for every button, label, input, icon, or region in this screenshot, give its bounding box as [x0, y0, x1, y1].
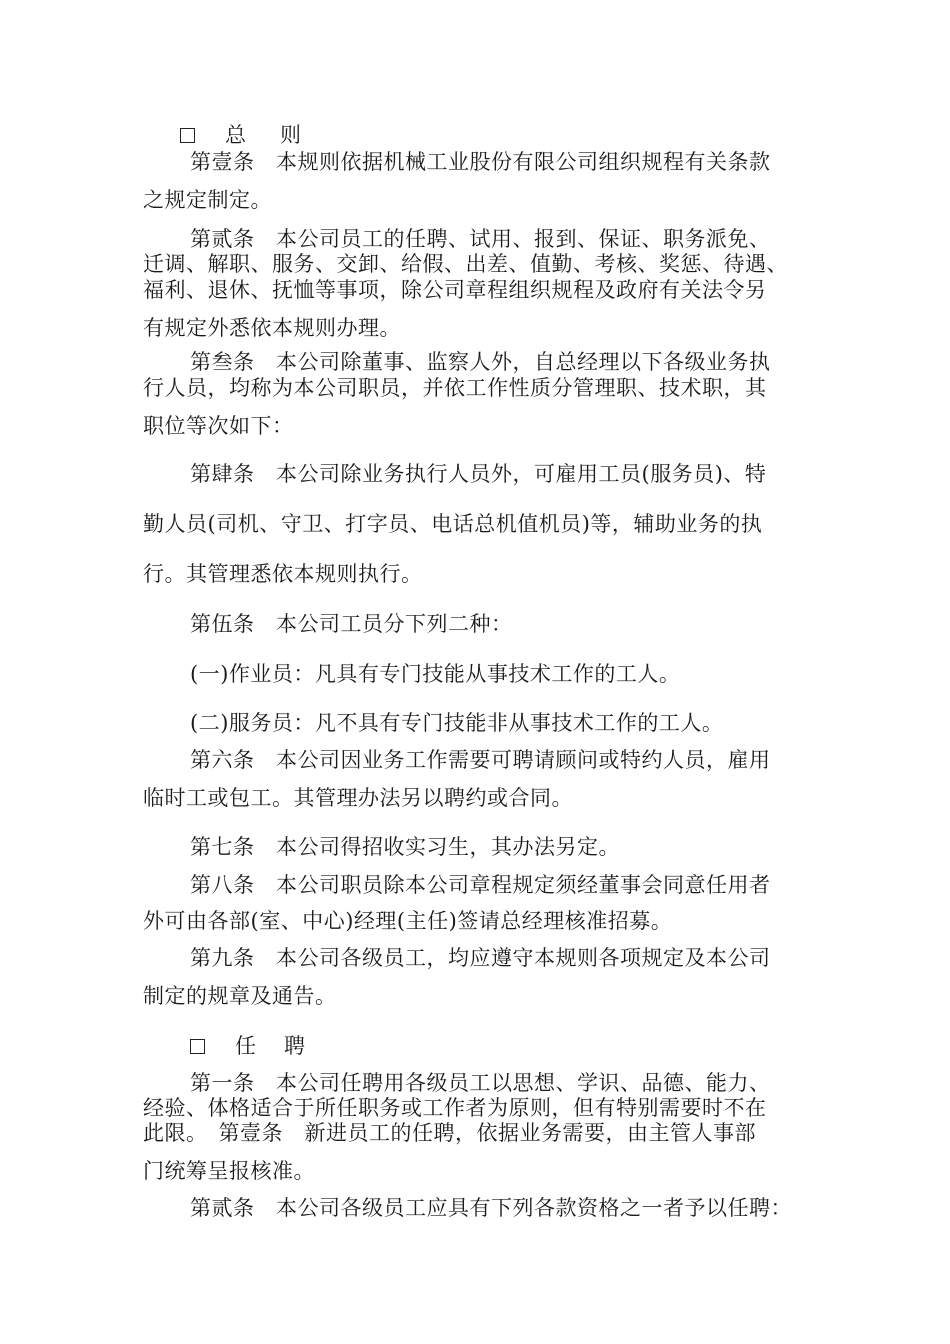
- heading-char-2: 则: [280, 123, 301, 147]
- article-1-line-1: 第壹条 本规则依据机械工业股份有限公司组织规程有关条款: [190, 150, 771, 174]
- article-2-line-1: 第贰条 本公司员工的任聘、试用、报到、保证、职务派免、: [190, 227, 771, 251]
- hiring-article-1-line-3: 此限。 第壹条 新进员工的任聘，依据业务需要，由主管人事部: [143, 1121, 756, 1145]
- article-5-item-1: (一)作业员：凡具有专门技能从事技术工作的工人。: [190, 662, 681, 686]
- article-3-line-3: 职位等次如下：: [143, 414, 294, 438]
- article-3-line-1: 第叁条 本公司除董事、监察人外，自总经理以下各级业务执: [190, 350, 771, 374]
- article-2-line-2: 迁调、解职、服务、交卸、给假、出差、值勤、考核、奖惩、待遇、: [143, 252, 788, 276]
- article-4-line-1: 第肆条 本公司除业务执行人员外，可雇用工员(服务员)、特: [190, 462, 767, 486]
- article-1-line-2: 之规定制定。: [143, 188, 272, 212]
- hiring-article-2-line-1: 第贰条 本公司各级员工应具有下列各款资格之一者予以任聘：: [190, 1196, 792, 1220]
- hiring-article-1-line-2: 经验、体格适合于所任职务或工作者为原则，但有特别需要时不在: [143, 1096, 767, 1120]
- article-5-item-2: (二)服务员：凡不具有专门技能非从事技术工作的工人。: [190, 711, 724, 735]
- article-9-line-2: 制定的规章及通告。: [143, 984, 337, 1008]
- article-7-line-1: 第七条 本公司得招收实习生，其办法另定。: [190, 835, 620, 859]
- checkbox-square-icon: [190, 1039, 205, 1054]
- section-heading-hiring: [190, 1033, 880, 1059]
- heading-char-1: 总: [225, 123, 246, 147]
- heading-char-2: 聘: [284, 1034, 305, 1058]
- checkbox-square-icon: [180, 128, 195, 143]
- article-6-line-1: 第六条 本公司因业务工作需要可聘请顾问或特约人员，雇用: [190, 748, 771, 772]
- article-3-line-2: 行人员，均称为本公司职员，并依工作性质分管理职、技术职，其: [143, 376, 767, 400]
- article-2-line-4: 有规定外悉依本规则办理。: [143, 316, 401, 340]
- hiring-article-1-line-4: 门统筹呈报核准。: [143, 1159, 315, 1183]
- article-2-line-3: 福利、退休、抚恤等事项，除公司章程组织规程及政府有关法令另: [143, 278, 767, 302]
- article-5-line-1: 第伍条 本公司工员分下列二种：: [190, 612, 513, 636]
- article-8-line-2: 外可由各部(室、中心)经理(主任)签请总经理核准招募。: [143, 909, 673, 933]
- hiring-article-1-line-1: 第一条 本公司任聘用各级员工以思想、学识、品德、能力、: [190, 1071, 771, 1095]
- article-9-line-1: 第九条 本公司各级员工，均应遵守本规则各项规定及本公司: [190, 946, 771, 970]
- article-8-line-1: 第八条 本公司职员除本公司章程规定须经董事会同意任用者: [190, 873, 771, 897]
- article-4-line-2: 勤人员(司机、守卫、打字员、电话总机值机员)等，辅助业务的执: [143, 512, 763, 536]
- article-6-line-2: 临时工或包工。其管理办法另以聘约或合同。: [143, 786, 573, 810]
- heading-char-1: 任: [235, 1034, 256, 1058]
- article-4-line-3: 行。其管理悉依本规则执行。: [143, 562, 423, 586]
- section-heading-general: [180, 122, 870, 148]
